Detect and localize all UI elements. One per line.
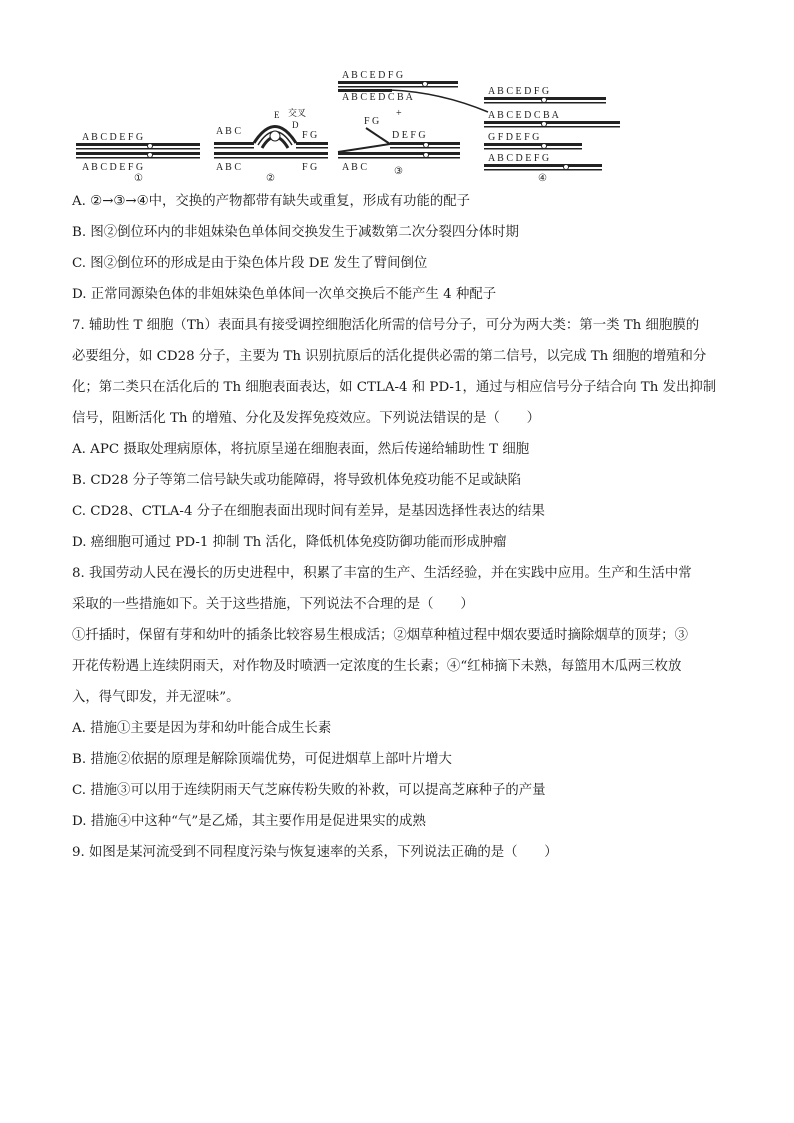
q7-stem-line-4: 信号，阻断活化 Th 的增殖、分化及发挥免疫效应。下列说法错误的是（ ） (72, 411, 540, 426)
panel-3-bottom-letters: A B C (342, 162, 368, 173)
panel-2-left-top: A B C (216, 126, 242, 137)
q7-option-b: B. CD28 分子等第二信号缺失或功能障碍，将导致机体免疫功能不足或缺陷 (72, 473, 521, 488)
q8-stem-line-4: 开花传粉遇上连续阴雨天，对作物及时喷洒一定浓度的生长素；④“红柿摘下未熟，每篮用木瓜两三枚放 (72, 659, 682, 674)
panel-3-top-letters: A B C E D F G (342, 70, 404, 81)
q6-option-d: D. 正常同源染色体的非姐妹染色单体间一次单交换后不能产生 4 种配子 (72, 287, 497, 302)
panel-1-top-letters: A B C D E F G (82, 132, 144, 143)
panel-4-row-1: A B C E D F G (488, 86, 550, 97)
panel-2-right-top: F G (302, 130, 318, 141)
panel-3-top-bottom-letters: A B C E D C B A (342, 92, 413, 103)
q8-option-a: A. 措施①主要是因为芽和幼叶能合成生长素 (72, 721, 332, 736)
panel-2-label: ② (266, 173, 275, 182)
q7-option-c: C. CD28、CTLA-4 分子在细胞表面出现时间有差异，是基因选择性表达的结果 (72, 504, 545, 519)
panel-4-row-4: A B C D E F G (488, 153, 550, 164)
q7-stem-line-3: 化；第二类只在活化后的 Th 细胞表面表达，如 CTLA-4 和 PD-1，通过与相应信号分子结合向 Th 发出抑制 (72, 380, 717, 395)
panel-2-right-bottom: F G (302, 162, 318, 173)
panel-2-E: E (274, 110, 280, 120)
chromosome-exchange-figure (70, 62, 630, 182)
panel-2-cross: 交叉 (288, 108, 307, 118)
q7-option-d: D. 癌细胞可通过 PD-1 抑制 Th 活化，降低机体免疫防御功能而形成肿瘤 (72, 535, 507, 550)
q8-option-c: C. 措施③可以用于连续阴雨天气芝麻传粉失败的补救，可以提高芝麻种子的产量 (72, 783, 546, 798)
q8-option-d: D. 措施④中这种“气”是乙烯，其主要作用是促进果实的成熟 (72, 814, 426, 829)
q8-stem-line-5: 入，得气即发，并无涩味”。 (72, 690, 240, 705)
q8-stem-line-3: ①扦插时，保留有芽和幼叶的插条比较容易生根成活；②烟草种植过程中烟农要适时摘除烟草的顶芽；③ (72, 628, 688, 643)
q6-option-a: A. ②→③→④中，交换的产物都带有缺失或重复，形成有功能的配子 (72, 194, 471, 209)
q8-option-b: B. 措施②依据的原理是解除顶端优势，可促进烟草上部叶片增大 (72, 752, 452, 767)
panel-1-label: ① (134, 173, 143, 182)
q6-option-c: C. 图②倒位环的形成是由于染色体片段 DE 发生了臂间倒位 (72, 256, 428, 271)
panel-2 (214, 107, 328, 182)
panel-2-D: D (292, 120, 299, 130)
panel-3-plus: + (396, 108, 402, 119)
panel-3-right-letters: D E F G (392, 130, 426, 141)
panel-2-left-bottom: A B C (216, 162, 242, 173)
panel-1-bottom-letters: A B C D E F G (82, 162, 144, 173)
q6-option-b: B. 图②倒位环内的非姐妹染色单体间交换发生于减数第二次分裂四分体时期 (72, 225, 519, 240)
panel-4-label: ④ (538, 173, 547, 182)
q7-stem-line-1: 7. 辅助性 T 细胞（Th）表面具有接受调控细胞活化所需的信号分子，可分为两大类：第一类 Th 细胞膜的 (72, 318, 700, 333)
q9-stem-line-1: 9. 如图是某河流受到不同程度污染与恢复速率的关系，下列说法正确的是（ ） (72, 845, 558, 860)
panel-4-row-2: A B C E D C B A (488, 110, 559, 121)
panel-3-label: ③ (394, 166, 403, 177)
panel-4 (484, 86, 620, 182)
q7-option-a: A. APC 摄取处理病原体，将抗原呈递在细胞表面，然后传递给辅助性 T 细胞 (72, 442, 530, 457)
panel-3-bottom-top-letters: F G (364, 116, 380, 127)
panel-1 (76, 132, 200, 182)
q8-stem-line-1: 8. 我国劳动人民在漫长的历史进程中，积累了丰富的生产、生活经验，并在实践中应用。生产和生活中常 (72, 566, 692, 581)
q7-stem-line-2: 必要组分，如 CD28 分子，主要为 Th 识别抗原后的活化提供必需的第二信号，以完成 Th 细胞的增殖和分 (72, 349, 707, 364)
question-content (72, 186, 724, 868)
q8-stem-line-2: 采取的一些措施如下。关于这些措施，下列说法不合理的是（ ） (72, 597, 474, 612)
panel-3-top (338, 70, 488, 112)
panel-3-bottom (338, 108, 460, 177)
panel-4-row-3: G F D E F G (488, 132, 540, 143)
